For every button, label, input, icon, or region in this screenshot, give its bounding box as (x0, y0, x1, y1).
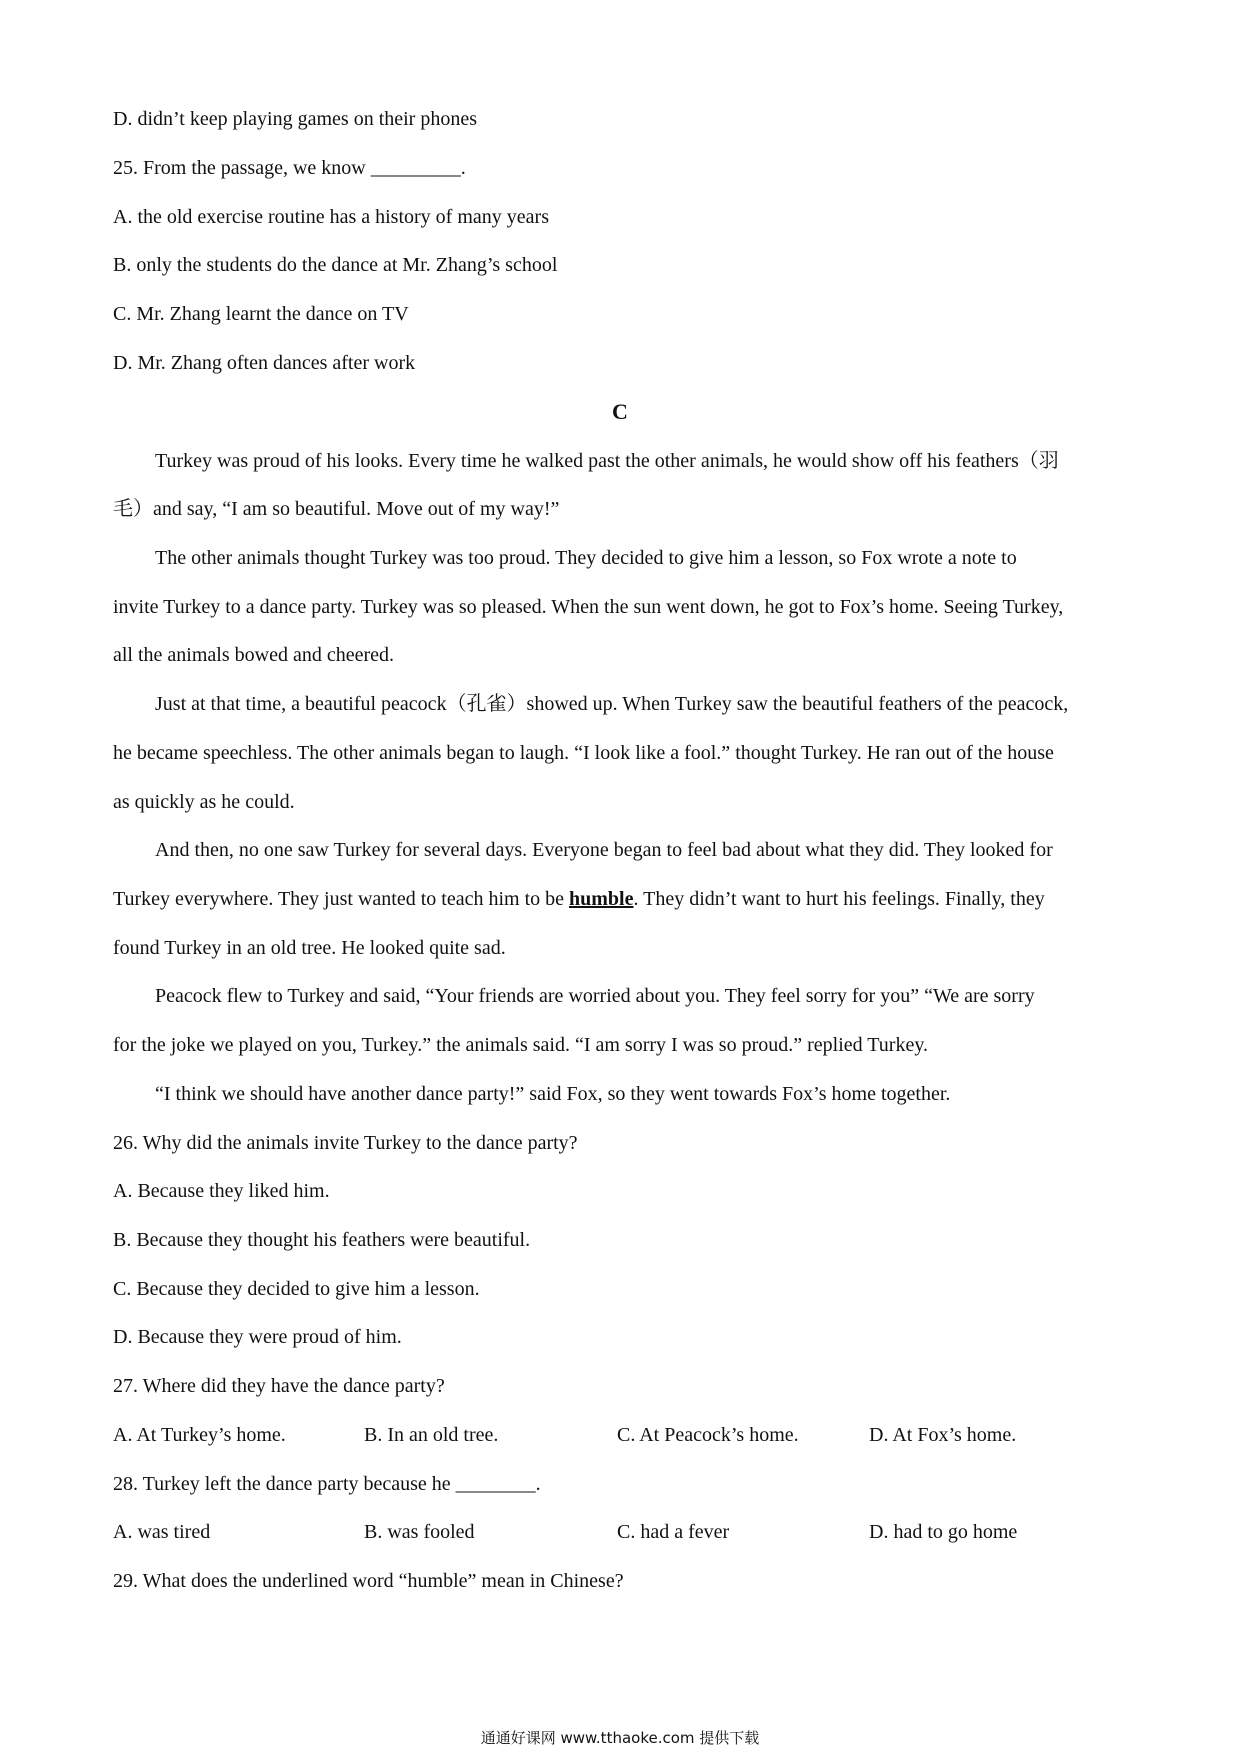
underlined-word: humble (569, 888, 634, 910)
passage-line: as quickly as he could. (113, 791, 295, 813)
passage-line: he became speechless. The other animals began to laugh. “I look like a fool.” thought Turkey. He ran out of the house (113, 742, 1054, 764)
q26-option-a: A. Because they liked him. (113, 1180, 330, 1202)
passage-line: found Turkey in an old tree. He looked quite sad. (113, 937, 506, 959)
q25-question: 25. From the passage, we know _________. (113, 157, 466, 179)
passage-line: Just at that time, a beautiful peacock（孔雀）showed up. When Turkey saw the beautiful feathers of the peacock, (155, 693, 1069, 715)
text-before: Turkey everywhere. They just wanted to teach him to be (113, 888, 569, 910)
passage-line: invite Turkey to a dance party. Turkey was so pleased. When the sun went down, he got to Fox’s home. Seeing Turkey, (113, 596, 1064, 618)
q28-question: 28. Turkey left the dance party because he ________. (113, 1473, 541, 1495)
page-footer: 通通好课网 www.tthaoke.com 提供下载 (480, 1729, 760, 1747)
q24-option-d: D. didn’t keep playing games on their phones (113, 108, 478, 130)
q25-option-d: D. Mr. Zhang often dances after work (113, 352, 416, 374)
q28-option-a: A. was tired (113, 1521, 211, 1543)
passage-line-humble (113, 887, 1045, 911)
passage-line: for the joke we played on you, Turkey.” the animals said. “I am sorry I was so proud.” replied Turkey. (113, 1034, 929, 1056)
text-after: . They didn’t want to hurt his feelings. Finally, they (633, 888, 1045, 910)
passage-line: Peacock flew to Turkey and said, “Your friends are worried about you. They feel sorry for you” “We are sorry (155, 985, 1035, 1007)
q26-question: 26. Why did the animals invite Turkey to the dance party? (113, 1132, 578, 1154)
q25-option-b: B. only the students do the dance at Mr. Zhang’s school (113, 254, 558, 276)
q28-option-c: C. had a fever (617, 1521, 730, 1543)
passage-line: “I think we should have another dance party!” said Fox, so they went towards Fox’s home together. (155, 1083, 951, 1105)
q27-option-c: C. At Peacock’s home. (617, 1424, 799, 1446)
q27-question: 27. Where did they have the dance party? (113, 1375, 445, 1397)
passage-line: The other animals thought Turkey was too proud. They decided to give him a lesson, so Fox wrote a note to (155, 547, 1017, 569)
passage-line: Turkey was proud of his looks. Every time he walked past the other animals, he would show off his feathers（羽 (155, 450, 1059, 472)
q29-question: 29. What does the underlined word “humble” mean in Chinese? (113, 1570, 624, 1592)
q28-option-b: B. was fooled (364, 1521, 475, 1543)
q26-option-d: D. Because they were proud of him. (113, 1326, 402, 1348)
q27-option-d: D. At Fox’s home. (869, 1424, 1017, 1446)
q28-option-d: D. had to go home (869, 1521, 1018, 1543)
section-heading: C (612, 399, 628, 424)
passage-line: And then, no one saw Turkey for several days. Everyone began to feel bad about what they did. They looked for (155, 839, 1053, 861)
q25-option-c: C. Mr. Zhang learnt the dance on TV (113, 303, 409, 325)
q25-option-a: A. the old exercise routine has a history of many years (113, 206, 549, 228)
q26-option-b: B. Because they thought his feathers were beautiful. (113, 1229, 531, 1251)
q26-option-c: C. Because they decided to give him a lesson. (113, 1278, 480, 1300)
passage-line: all the animals bowed and cheered. (113, 644, 394, 666)
q27-option-a: A. At Turkey’s home. (113, 1424, 286, 1446)
q27-option-b: B. In an old tree. (364, 1424, 499, 1446)
passage-line: 毛）and say, “I am so beautiful. Move out of my way!” (113, 498, 560, 520)
